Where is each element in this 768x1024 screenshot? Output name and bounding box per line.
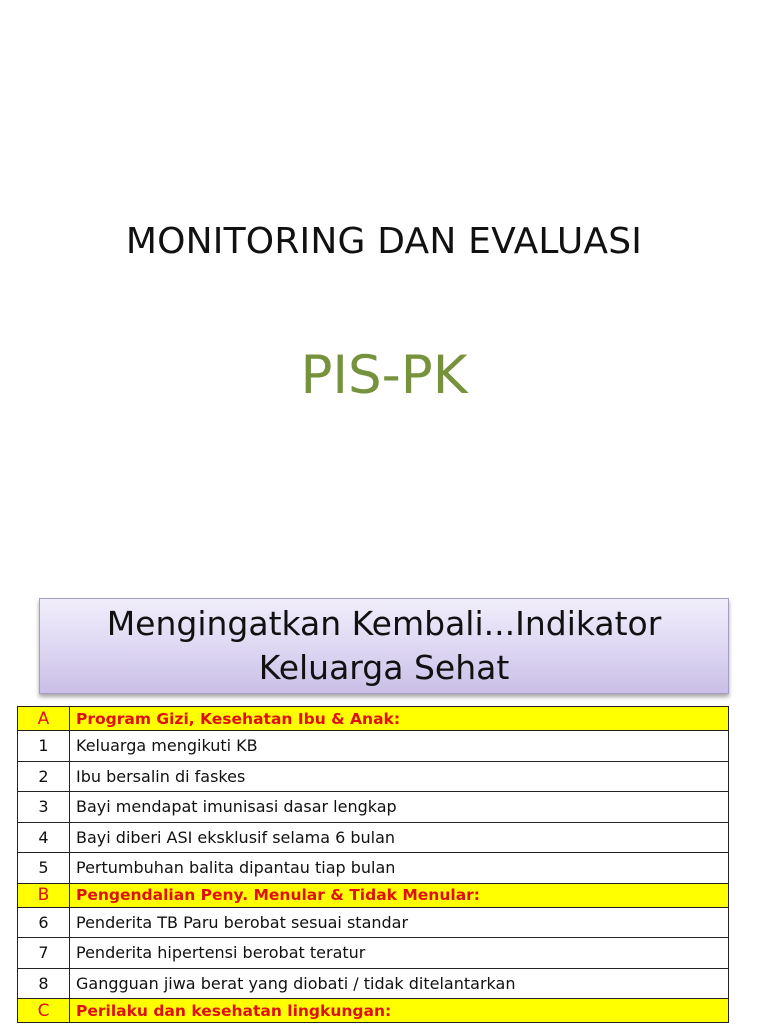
row-indicator: Penderita hipertensi berobat teratur [70, 938, 729, 969]
table-row [18, 938, 729, 969]
row-indicator: Penderita TB Paru berobat sesuai standar [70, 907, 729, 938]
row-number: 6 [18, 907, 70, 938]
banner-line-2: Keluarga Sehat [258, 648, 510, 687]
banner-title [39, 598, 729, 694]
table-row [18, 907, 729, 938]
row-number: 4 [18, 822, 70, 853]
row-number: 8 [18, 968, 70, 999]
row-indicator: Gangguan jiwa berat yang diobati / tidak ditelantarkan [70, 968, 729, 999]
table-section-row [18, 999, 729, 1023]
indicator-table [17, 706, 729, 1023]
table-row [18, 822, 729, 853]
slide-title: MONITORING DAN EVALUASI [125, 221, 643, 262]
table-row [18, 792, 729, 823]
row-indicator: Bayi mendapat imunisasi dasar lengkap [70, 792, 729, 823]
table-row [18, 853, 729, 884]
row-number: 1 [18, 731, 70, 762]
row-number: 2 [18, 761, 70, 792]
banner-line-1: Mengingatkan Kembali...Indikator [106, 604, 662, 643]
row-indicator: Keluarga mengikuti KB [70, 731, 729, 762]
section-label: Perilaku dan kesehatan lingkungan: [70, 999, 729, 1023]
row-number: 7 [18, 938, 70, 969]
section-letter: B [18, 883, 70, 907]
row-number: 3 [18, 792, 70, 823]
section-letter: C [18, 999, 70, 1023]
table-section-row [18, 707, 729, 731]
row-indicator: Ibu bersalin di faskes [70, 761, 729, 792]
row-number: 5 [18, 853, 70, 884]
table-section-row [18, 883, 729, 907]
slide-subtitle: PIS-PK [300, 345, 468, 406]
row-indicator: Bayi diberi ASI eksklusif selama 6 bulan [70, 822, 729, 853]
section-label: Pengendalian Peny. Menular & Tidak Menular: [70, 883, 729, 907]
table-row [18, 731, 729, 762]
table-row [18, 761, 729, 792]
section-letter: A [18, 707, 70, 731]
table-row [18, 968, 729, 999]
row-indicator: Pertumbuhan balita dipantau tiap bulan [70, 853, 729, 884]
section-label: Program Gizi, Kesehatan Ibu & Anak: [70, 707, 729, 731]
